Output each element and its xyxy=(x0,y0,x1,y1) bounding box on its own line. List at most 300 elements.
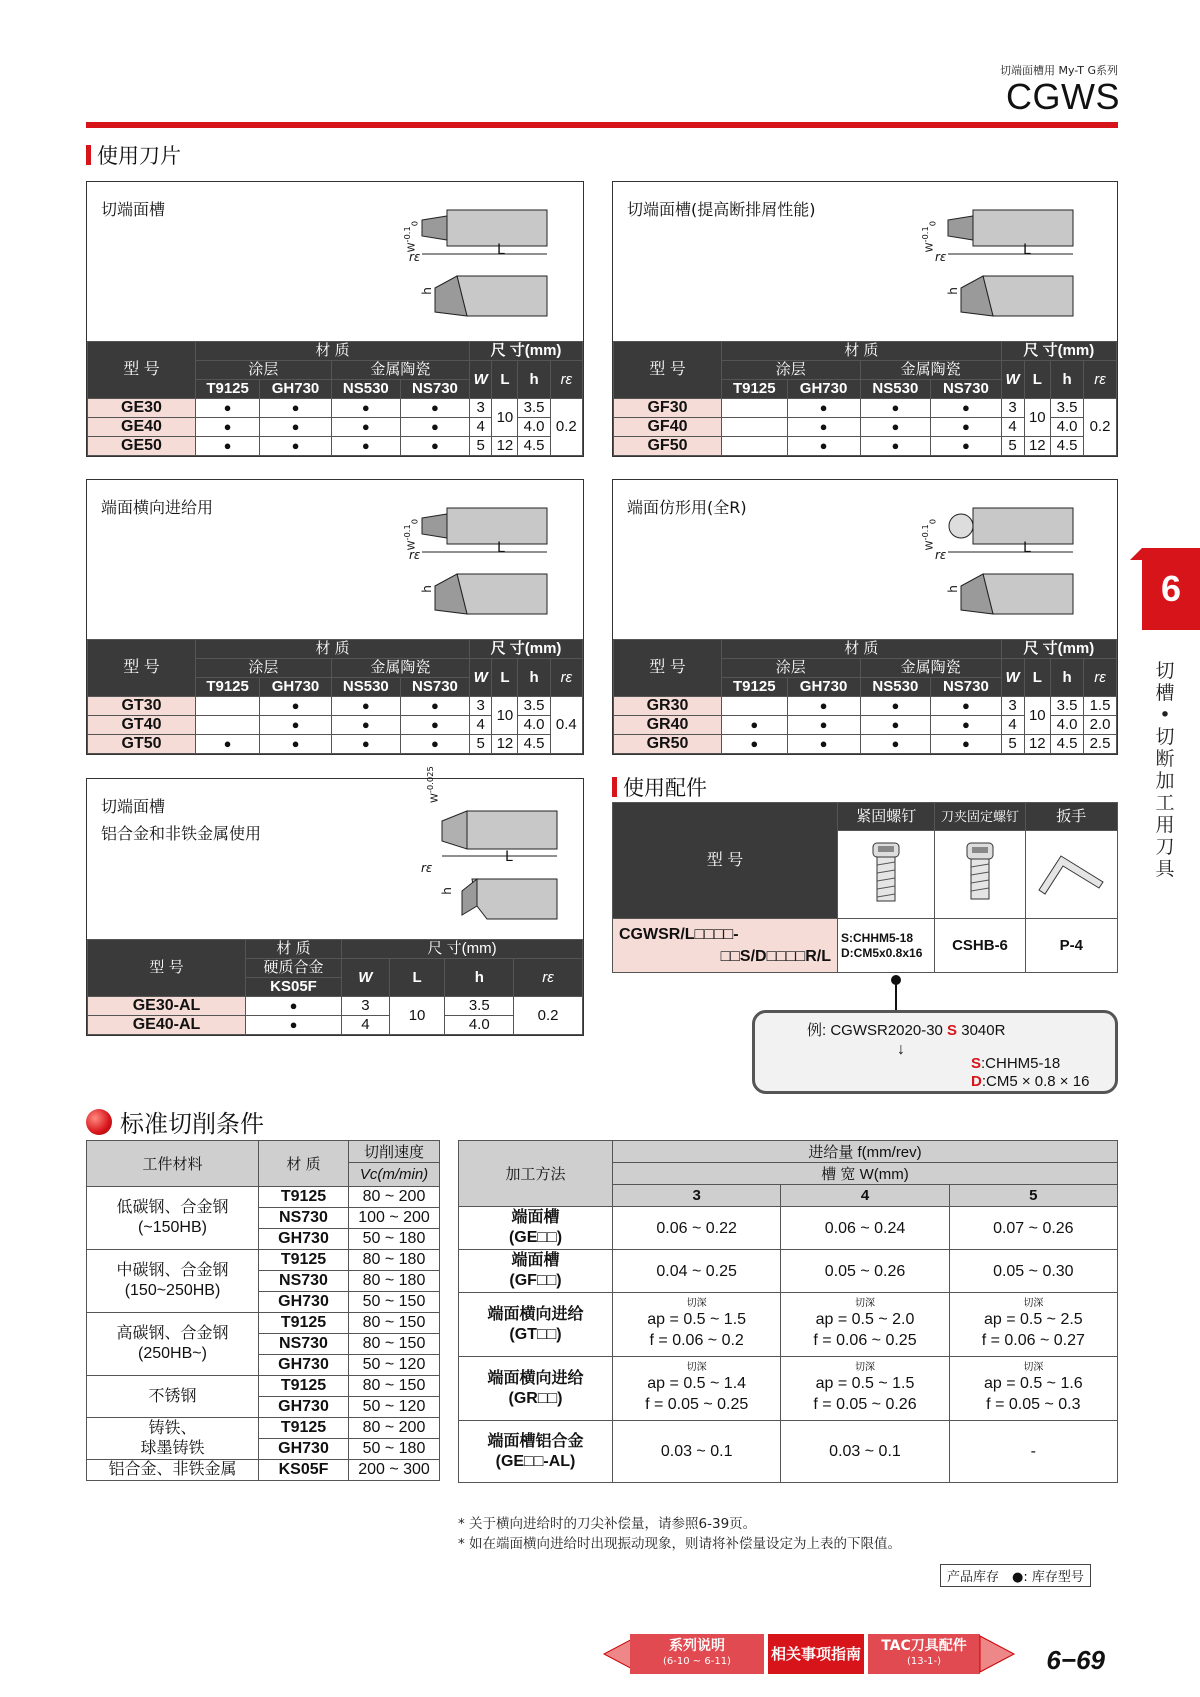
r-header: rε xyxy=(514,959,583,997)
stock-dot: ● xyxy=(860,716,931,735)
stock-dot: ● xyxy=(931,697,1002,716)
r-cell: 0.2 xyxy=(1084,399,1117,456)
stock-dot: ● xyxy=(931,437,1002,456)
model-header: 型 号 xyxy=(88,342,196,399)
h-cell: 3.5 xyxy=(445,997,514,1016)
speed-cell: 50 ~ 120 xyxy=(349,1397,440,1418)
note-2: * 如在端面横向进给时出现振动现象，则请将补偿量设定为上表的下限值。 xyxy=(458,1536,902,1552)
grade-header: GH730 xyxy=(787,380,860,399)
l-cell: 10 xyxy=(389,997,445,1035)
series-info-button[interactable]: 系列说明 (6-10 ~ 6-11) xyxy=(630,1634,764,1674)
l-header: L xyxy=(389,959,445,997)
stock-dot: ● xyxy=(931,735,1002,754)
model-cell: GT50 xyxy=(88,735,196,754)
dims-header: 尺 寸(mm) xyxy=(1001,342,1116,361)
stock-dot: ● xyxy=(196,437,260,456)
model-cell: GE50 xyxy=(88,437,196,456)
w-cell: 5 xyxy=(1001,437,1024,456)
grade-cell: NS730 xyxy=(259,1334,349,1355)
stock-dot: ● xyxy=(400,437,469,456)
workpiece-cell: 铝合金、非铁金属 xyxy=(87,1460,259,1481)
insert-table xyxy=(613,341,1117,456)
l-header: L xyxy=(492,361,518,399)
h-cell: 4.5 xyxy=(518,437,550,456)
w-tol-label: $W^{-0.1}_0$ xyxy=(402,220,420,253)
page-number: 6−69 xyxy=(1046,1645,1105,1675)
material-header: 材 质 xyxy=(196,342,470,361)
cermet-header: 金属陶瓷 xyxy=(860,361,1001,380)
model-cell: GF40 xyxy=(614,418,722,437)
w-header: W xyxy=(470,659,492,697)
insert-drawing xyxy=(317,488,567,618)
h-label: h xyxy=(419,287,434,295)
stock-dot: ● xyxy=(400,716,469,735)
acc-clamp-cell: CSHB-6 xyxy=(935,919,1025,973)
r-cell: 2.5 xyxy=(1084,735,1117,754)
material-speed-table xyxy=(86,1140,440,1481)
material-header: 材 质 xyxy=(246,940,342,959)
h-header: h xyxy=(445,959,514,997)
panel-title: 切端面槽 xyxy=(101,200,166,219)
cermet-header: 金属陶瓷 xyxy=(331,659,469,678)
dims-header: 尺 寸(mm) xyxy=(342,940,583,959)
h-cell: 4.0 xyxy=(445,1016,514,1035)
stock-dot: ● xyxy=(260,399,332,418)
method-cell: 端面槽 (GF□□) xyxy=(459,1250,613,1293)
grade-header: NS730 xyxy=(400,380,469,399)
stock-dot: ● xyxy=(931,418,1002,437)
table-row xyxy=(87,1460,440,1481)
table-row xyxy=(88,735,583,754)
grade-header: GH730 xyxy=(260,678,332,697)
w-cell: 4 xyxy=(1001,716,1024,735)
h-cell: 4.0 xyxy=(518,418,550,437)
w-cell: 3 xyxy=(470,697,492,716)
h-cell: 4.5 xyxy=(518,735,550,754)
stock-dot xyxy=(722,697,788,716)
grade-header: T9125 xyxy=(196,380,260,399)
stock-dot xyxy=(722,399,788,418)
insert-table xyxy=(87,341,583,456)
w-cell: 3 xyxy=(470,399,492,418)
grade-cell: GH730 xyxy=(259,1355,349,1376)
feed-cell: 切深 ap = 0.5 ~ 1.4 f = 0.05 ~ 0.25 xyxy=(613,1357,781,1421)
insert-panel-1 xyxy=(86,181,584,457)
dims-header: 尺 寸(mm) xyxy=(1001,640,1116,659)
insert-table xyxy=(613,639,1117,754)
feed-cell: 0.04 ~ 0.25 xyxy=(613,1250,781,1293)
workpiece-header: 工件材料 xyxy=(87,1141,259,1187)
stock-dot: ● xyxy=(860,418,931,437)
workpiece-cell: 低碳钢、合金钢 (~150HB) xyxy=(87,1187,259,1250)
feed-cell: 切深 ap = 0.5 ~ 1.5 f = 0.06 ~ 0.2 xyxy=(613,1293,781,1357)
grade-header: GH730 xyxy=(260,380,332,399)
grade-cell: GH730 xyxy=(259,1439,349,1460)
page-title: CGWS xyxy=(1006,76,1120,117)
grade-cell: T9125 xyxy=(259,1250,349,1271)
workpiece-cell: 铸铁、 球墨铸铁 xyxy=(87,1418,259,1460)
w-cell: 4 xyxy=(470,418,492,437)
table-row xyxy=(88,997,583,1016)
w-header: W xyxy=(342,959,390,997)
table-row xyxy=(614,437,1117,456)
acc-model-cell: CGWSR/L□□□□- □□S/D□□□□R/L xyxy=(613,919,838,973)
stock-dot: ● xyxy=(787,437,860,456)
model-cell: GT30 xyxy=(88,697,196,716)
h-cell: 3.5 xyxy=(1051,399,1084,418)
l-cell: 12 xyxy=(1024,437,1051,456)
coated-header: 涂层 xyxy=(722,361,861,380)
l-cell: 12 xyxy=(492,735,518,754)
h-cell: 3.5 xyxy=(518,697,550,716)
model-cell: GF30 xyxy=(614,399,722,418)
l-cell: 10 xyxy=(1024,697,1051,735)
stock-dot: ● xyxy=(331,735,400,754)
grade-cell: T9125 xyxy=(259,1313,349,1334)
r-header: rε xyxy=(550,361,582,399)
accessories-table xyxy=(612,802,1118,973)
r-label: rε xyxy=(409,250,421,264)
r-label: rε xyxy=(409,548,421,562)
w-cell: 5 xyxy=(470,437,492,456)
w-cell: 3 xyxy=(1001,399,1024,418)
method-header: 加工方法 xyxy=(459,1141,613,1207)
stock-dot: ● xyxy=(860,399,931,418)
r-header: rε xyxy=(1084,659,1117,697)
stock-dot xyxy=(722,418,788,437)
stock-dot: ● xyxy=(722,735,788,754)
feed-cell: 切深 ap = 0.5 ~ 2.0 f = 0.06 ~ 0.25 xyxy=(781,1293,949,1357)
grade-header: NS730 xyxy=(931,380,1002,399)
speed-cell: 50 ~ 150 xyxy=(349,1292,440,1313)
table-row xyxy=(459,1421,1118,1483)
model-cell: GE30-AL xyxy=(88,997,246,1016)
h-cell: 4.0 xyxy=(1051,716,1084,735)
stock-dot: ● xyxy=(787,418,860,437)
model-cell: GE40 xyxy=(88,418,196,437)
model-cell: GE30 xyxy=(88,399,196,418)
table-row xyxy=(614,735,1117,754)
arrow-down-icon: ↓ xyxy=(897,1041,905,1058)
model-header: 型 号 xyxy=(88,640,196,697)
series-subtitle: 切端面槽用 My-T G系列 xyxy=(999,64,1118,77)
coated-header: 涂层 xyxy=(722,659,861,678)
feed-cell: 0.03 ~ 0.1 xyxy=(781,1421,949,1483)
model-cell: GR50 xyxy=(614,735,722,754)
stock-legend: 产品库存 ●: 库存型号 xyxy=(940,1564,1091,1587)
w-header: W xyxy=(470,361,492,399)
stock-dot: ● xyxy=(400,735,469,754)
feed-cell: 切深 ap = 0.5 ~ 1.6 f = 0.05 ~ 0.3 xyxy=(949,1357,1117,1421)
note-1: * 关于横向进给时的刀尖补偿量，请参照6-39页。 xyxy=(458,1516,757,1532)
h-header: h xyxy=(1051,361,1084,399)
w-cell: 4 xyxy=(470,716,492,735)
stock-dot: ● xyxy=(860,437,931,456)
w-cell: 5 xyxy=(1001,735,1024,754)
model-cell: GT40 xyxy=(88,716,196,735)
stock-dot: ● xyxy=(400,399,469,418)
insert-panel-3 xyxy=(86,479,584,755)
stock-dot: ● xyxy=(331,716,400,735)
speed-cell: 80 ~ 150 xyxy=(349,1313,440,1334)
red-ball-icon xyxy=(86,1109,112,1135)
h-header: h xyxy=(518,659,550,697)
r-cell: 1.5 xyxy=(1084,697,1117,716)
r-label: rε xyxy=(421,861,433,875)
tac-accessories-button[interactable]: TAC刀具配件 (13-1-) xyxy=(868,1634,980,1674)
method-cell: 端面槽 (GE□□) xyxy=(459,1207,613,1250)
coated-header: 涂层 xyxy=(196,659,332,678)
stock-dot: ● xyxy=(260,418,332,437)
speed-cell: 50 ~ 180 xyxy=(349,1229,440,1250)
table-row xyxy=(459,1207,1118,1250)
w-cell: 3 xyxy=(342,997,390,1016)
stock-dot: ● xyxy=(196,735,260,754)
grade-header: T9125 xyxy=(196,678,260,697)
grade-header: T9125 xyxy=(722,380,788,399)
w-cell: 3 xyxy=(1001,697,1024,716)
speed-cell: 200 ~ 300 xyxy=(349,1460,440,1481)
acc-col-wrench: 扳手 xyxy=(1025,803,1117,831)
table-row xyxy=(459,1357,1118,1421)
panel-title: 切端面槽(提高断排屑性能) xyxy=(627,200,816,219)
grade-cell: T9125 xyxy=(259,1376,349,1397)
insert-drawing xyxy=(317,190,567,320)
l-header: L xyxy=(1024,361,1051,399)
table-row xyxy=(88,399,583,418)
grade-header: NS530 xyxy=(331,380,400,399)
stock-dot: ● xyxy=(787,716,860,735)
r-label: rε xyxy=(935,548,947,562)
acc-model-header: 型 号 xyxy=(613,803,838,919)
dims-header: 尺 寸(mm) xyxy=(470,640,583,659)
grade-cell: GH730 xyxy=(259,1292,349,1313)
method-cell: 端面槽铝合金 (GE□□-AL) xyxy=(459,1421,613,1483)
r-cell: 2.0 xyxy=(1084,716,1117,735)
screw-icon xyxy=(838,831,935,919)
speed-cell: 80 ~ 150 xyxy=(349,1334,440,1355)
stock-dot xyxy=(196,716,260,735)
grade-header: GH730 xyxy=(787,678,860,697)
w-tol-label: $W^{-0.025}$ xyxy=(425,766,441,803)
coated-header: 涂层 xyxy=(196,361,332,380)
model-header: 型 号 xyxy=(88,940,246,997)
connector-line xyxy=(895,984,897,1012)
r-header: rε xyxy=(550,659,582,697)
speed-unit-header: Vc(m/min) xyxy=(349,1163,440,1187)
stock-dot: ● xyxy=(260,697,332,716)
speed-cell: 100 ~ 200 xyxy=(349,1208,440,1229)
speed-cell: 50 ~ 120 xyxy=(349,1355,440,1376)
stock-dot: ● xyxy=(260,437,332,456)
related-guide-button[interactable]: 相关事项指南 xyxy=(768,1634,864,1674)
hex-wrench-icon xyxy=(1025,831,1117,919)
grade-cell: GH730 xyxy=(259,1397,349,1418)
inserts-section-heading: 使用刀片 xyxy=(86,140,181,170)
stock-dot: ● xyxy=(196,418,260,437)
stock-dot: ● xyxy=(787,399,860,418)
w-cell: 4 xyxy=(1001,418,1024,437)
speed-cell: 80 ~ 180 xyxy=(349,1250,440,1271)
feed-cell: 0.06 ~ 0.22 xyxy=(613,1207,781,1250)
feed-cell: 切深 ap = 0.5 ~ 1.5 f = 0.05 ~ 0.26 xyxy=(781,1357,949,1421)
feed-cell: 0.06 ~ 0.24 xyxy=(781,1207,949,1250)
stock-dot: ● xyxy=(260,716,332,735)
grade-cell: GH730 xyxy=(259,1229,349,1250)
panel-ge-al xyxy=(86,766,584,1036)
stock-dot: ● xyxy=(400,697,469,716)
w-tol-label: $W^{-0.1}_0$ xyxy=(402,518,420,551)
width-header: 槽 宽 W(mm) xyxy=(613,1163,1118,1185)
r-header: rε xyxy=(1084,361,1117,399)
table-row xyxy=(459,1293,1118,1357)
panel-title: 端面横向进给用 xyxy=(101,498,214,517)
stock-dot: ● xyxy=(400,418,469,437)
width-3-header: 3 xyxy=(613,1185,781,1207)
feed-cell: - xyxy=(949,1421,1117,1483)
acc-wrench-cell: P-4 xyxy=(1025,919,1117,973)
table-row xyxy=(87,1376,440,1397)
h-cell: 4.5 xyxy=(1051,437,1084,456)
insert-panel-2 xyxy=(612,181,1118,457)
insert-table xyxy=(87,639,583,754)
feed-cell: 0.05 ~ 0.26 xyxy=(781,1250,949,1293)
acc-col-clamp: 刀夹固定螺钉 xyxy=(935,803,1025,831)
r-cell: 0.4 xyxy=(550,697,582,754)
h-label: h xyxy=(945,585,960,593)
stock-dot: ● xyxy=(331,418,400,437)
next-arrow-icon[interactable] xyxy=(978,1634,1018,1674)
cermet-header: 金属陶瓷 xyxy=(860,659,1001,678)
r-label: rε xyxy=(935,250,947,264)
grade-header: KS05F xyxy=(246,978,342,997)
grade-cell: T9125 xyxy=(259,1187,349,1208)
stock-dot xyxy=(196,697,260,716)
model-cell: GE40-AL xyxy=(88,1016,246,1035)
table-row xyxy=(88,437,583,456)
l-label: L xyxy=(505,849,513,865)
panel-title: 端面仿形用(全R) xyxy=(627,498,747,517)
insert-table-al xyxy=(87,939,583,1035)
h-header: h xyxy=(518,361,550,399)
w-cell: 4 xyxy=(342,1016,390,1035)
grade-header: NS530 xyxy=(331,678,400,697)
grade-cell: NS730 xyxy=(259,1271,349,1292)
h-label: h xyxy=(419,585,434,593)
cermet-header: 金属陶瓷 xyxy=(331,361,469,380)
speed-cell: 50 ~ 180 xyxy=(349,1439,440,1460)
model-cell: GR30 xyxy=(614,697,722,716)
material-header: 材 质 xyxy=(722,342,1002,361)
accessories-heading: 使用配件 xyxy=(612,772,707,802)
stock-dot: ● xyxy=(331,697,400,716)
method-cell: 端面横向进给 (GT□□) xyxy=(459,1293,613,1357)
feed-table xyxy=(458,1140,1118,1483)
width-5-header: 5 xyxy=(949,1185,1117,1207)
speed-cell: 80 ~ 180 xyxy=(349,1271,440,1292)
speed-cell: 80 ~ 200 xyxy=(349,1187,440,1208)
grade-header: NS530 xyxy=(860,380,931,399)
l-cell: 10 xyxy=(492,399,518,437)
stock-dot: ● xyxy=(246,997,342,1016)
table-row xyxy=(87,1250,440,1271)
feed-header: 进给量 f(mm/rev) xyxy=(613,1141,1118,1163)
workpiece-cell: 中碳钢、合金钢 (150~250HB) xyxy=(87,1250,259,1313)
feed-cell: 0.03 ~ 0.1 xyxy=(613,1421,781,1483)
stock-dot: ● xyxy=(722,716,788,735)
width-4-header: 4 xyxy=(781,1185,949,1207)
acc-screw-cell: S:CHHM5-18 D:CM5x0.8x16 xyxy=(838,919,935,973)
l-header: L xyxy=(1024,659,1051,697)
insert-panel-4 xyxy=(612,479,1118,755)
acc-col-screw: 紧固螺钉 xyxy=(838,803,935,831)
r-cell: 0.2 xyxy=(514,997,583,1035)
grade-header: 材 质 xyxy=(259,1141,349,1187)
feed-cell: 切深 ap = 0.5 ~ 2.5 f = 0.06 ~ 0.27 xyxy=(949,1293,1117,1357)
h-cell: 3.5 xyxy=(1051,697,1084,716)
h-label: h xyxy=(945,287,960,295)
speed-cell: 80 ~ 200 xyxy=(349,1418,440,1439)
grade-header: NS730 xyxy=(400,678,469,697)
stock-dot: ● xyxy=(860,697,931,716)
grade-header: NS730 xyxy=(931,678,1002,697)
w-tol-label: $W^{-0.1}_0$ xyxy=(920,220,938,253)
dims-header: 尺 寸(mm) xyxy=(470,342,583,361)
clamp-screw-icon xyxy=(935,831,1025,919)
grade-cell: NS730 xyxy=(259,1208,349,1229)
model-header: 型 号 xyxy=(614,342,722,399)
stock-dot: ● xyxy=(787,735,860,754)
l-label: L xyxy=(1023,242,1031,258)
insert-drawing xyxy=(843,190,1093,320)
h-cell: 4.0 xyxy=(1051,418,1084,437)
speed-cell: 80 ~ 150 xyxy=(349,1376,440,1397)
model-cell: GF50 xyxy=(614,437,722,456)
grade-header: T9125 xyxy=(722,678,788,697)
panel-title: 切端面槽 铝合金和非铁金属使用 xyxy=(101,797,262,843)
stock-dot: ● xyxy=(331,399,400,418)
l-label: L xyxy=(1023,540,1031,556)
feed-cell: 0.07 ~ 0.26 xyxy=(949,1207,1117,1250)
h-cell: 3.5 xyxy=(518,399,550,418)
l-cell: 10 xyxy=(492,697,518,735)
chapter-tab-label: 切槽•切断加工用刀具 xyxy=(1155,660,1175,880)
r-cell: 0.2 xyxy=(550,399,582,456)
l-cell: 12 xyxy=(1024,735,1051,754)
feed-cell: 0.05 ~ 0.30 xyxy=(949,1250,1117,1293)
h-cell: 4.0 xyxy=(518,716,550,735)
method-cell: 端面横向进给 (GR□□) xyxy=(459,1357,613,1421)
material-header: 材 质 xyxy=(722,640,1002,659)
workpiece-cell: 高碳钢、合金钢 (250HB~) xyxy=(87,1313,259,1376)
carbide-header: 硬质合金 xyxy=(246,959,342,978)
h-cell: 4.5 xyxy=(1051,735,1084,754)
table-row xyxy=(88,697,583,716)
chapter-tab[interactable]: 6 xyxy=(1142,548,1200,630)
cutting-section-heading: 标准切削条件 xyxy=(86,1104,264,1139)
insert-drawing xyxy=(337,791,577,921)
page-nav xyxy=(600,1630,1020,1678)
stock-dot: ● xyxy=(260,735,332,754)
workpiece-cell: 不锈钢 xyxy=(87,1376,259,1418)
grade-header: NS530 xyxy=(860,678,931,697)
speed-header: 切削速度 xyxy=(349,1141,440,1163)
table-row xyxy=(614,697,1117,716)
stock-dot xyxy=(722,437,788,456)
table-row xyxy=(88,1016,583,1035)
example-callout: 例: CGWSR2020-30 S 3040R ↓ S:CHHM5-18 D:CM5 × 0.8 × 16 xyxy=(752,1010,1118,1094)
model-header: 型 号 xyxy=(614,640,722,697)
